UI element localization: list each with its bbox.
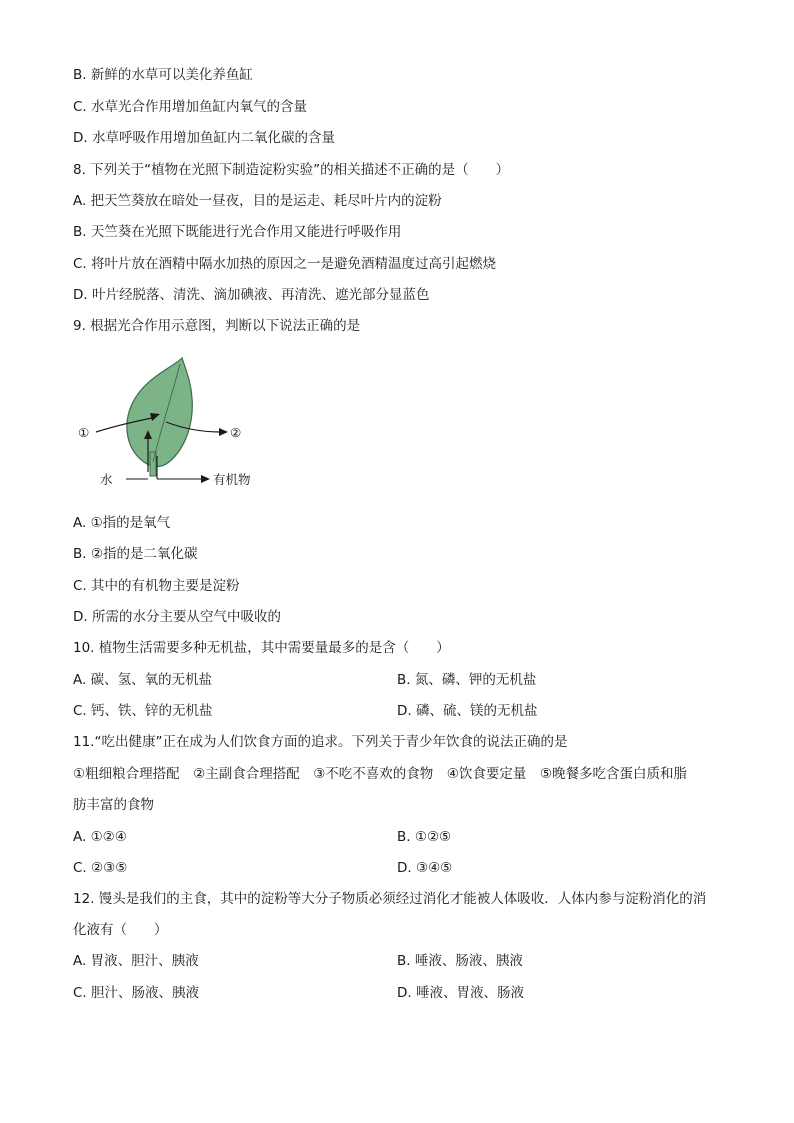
q9-option-d: D. 所需的水分主要从空气中吸收的 [73,609,281,625]
q9-option-c: C. 其中的有机物主要是淀粉 [73,578,240,594]
q11-stem: 11.“吃出健康”正在成为人们饮食方面的追求。下列关于青少年饮食的说法正确的是 [73,734,568,750]
q11-statements-line1: ①粗细粮合理搭配 ②主副食合理搭配 ③不吃不喜欢的食物 ④饮食要定量 ⑤晚餐多吃含蛋白质和脂 [73,766,688,782]
q12-option-d: D. 唾液、胃液、肠液 [397,985,524,1001]
leaf-petiole [150,452,156,476]
q9-stem: 9. 根据光合作用示意图，判断以下说法正确的是 [73,318,361,334]
prev-option-d: D. 水草呼吸作用增加鱼缸内二氧化碳的含量 [73,130,335,146]
q8-option-b: B. 天竺葵在光照下既能进行光合作用又能进行呼吸作用 [73,224,402,240]
q8-option-c: C. 将叶片放在酒精中隔水加热的原因之一是避免酒精温度过高引起燃烧 [73,256,497,272]
prev-option-b: B. 新鲜的水草可以美化养鱼缸 [73,67,253,83]
q11-option-b: B. ①②⑤ [397,829,452,845]
q12-option-a: A. 胃液、胆汁、胰液 [73,953,199,969]
q10-option-a: A. 碳、氢、氧的无机盐 [73,672,213,688]
q8-option-d: D. 叶片经脱落、清洗、滴加碘液、再清洗、遮光部分显蓝色 [73,287,430,303]
q12-stem-line2: 化液有（ ） [73,922,168,938]
q10-option-c: C. 钙、铁、锌的无机盐 [73,703,213,719]
diagram-label-1: ① [78,425,90,440]
diagram-label-water: 水 [100,472,113,487]
q10-option-b: B. 氮、磷、钾的无机盐 [397,672,537,688]
diagram-label-organic: 有机物 [213,472,251,487]
prev-option-c: C. 水草光合作用增加鱼缸内氧气的含量 [73,99,308,115]
q10-option-d: D. 磷、硫、镁的无机盐 [397,703,538,719]
q9-option-b: B. ②指的是二氧化碳 [73,546,198,562]
q9-option-a: A. ①指的是氧气 [73,515,171,531]
q11-statements-line2: 肪丰富的食物 [73,797,154,813]
q12-stem-line1: 12. 馒头是我们的主食，其中的淀粉等大分子物质必须经过消化才能被人体吸收．人体内参与淀粉消化的消 [73,891,707,907]
q12-option-b: B. 唾液、肠液、胰液 [397,953,523,969]
q11-option-c: C. ②③⑤ [73,860,128,876]
q8-option-a: A. 把天竺葵放在暗处一昼夜，目的是运走、耗尽叶片内的淀粉 [73,193,442,209]
q11-option-d: D. ③④⑤ [397,860,453,876]
q12-option-c: C. 胆汁、肠液、胰液 [73,985,200,1001]
q11-option-a: A. ①②④ [73,829,127,845]
photosynthesis-diagram [70,352,270,497]
q10-stem: 10. 植物生活需要多种无机盐，其中需要量最多的是含（ ） [73,640,450,656]
leaf-shape [127,358,192,467]
diagram-label-2: ② [230,425,242,440]
q8-stem: 8. 下列关于“植物在光照下制造淀粉实验”的相关描述不正确的是（ ） [73,162,510,178]
